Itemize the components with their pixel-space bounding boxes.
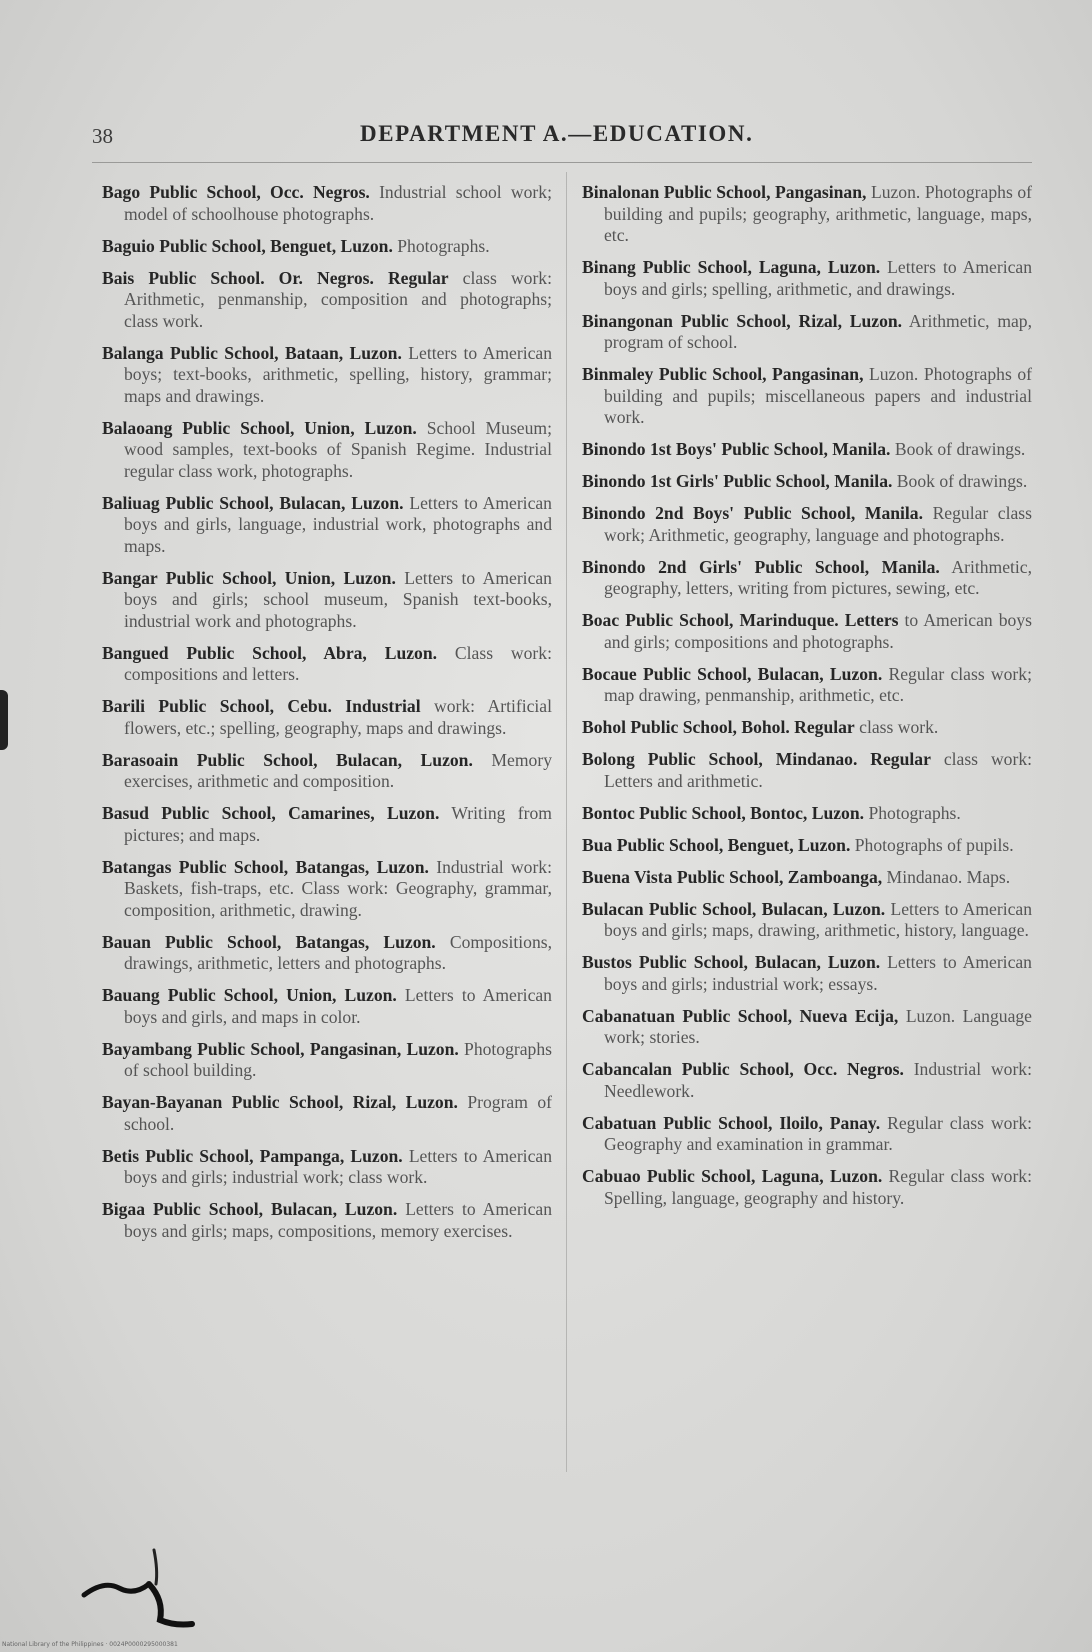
directory-entry xyxy=(582,1059,1032,1102)
school-name: Binondo 2nd Boys' Public School, Manila. xyxy=(582,503,924,523)
school-name: Barasoain Public School, Bulacan, Luzon. xyxy=(102,749,473,770)
directory-entry xyxy=(102,750,552,793)
school-name: Binang Public School, Laguna, Luzon. xyxy=(582,257,881,277)
exhibit-description: Letters to American boys and girls; school museum, Spanish text-books, industrial work and photographs. xyxy=(124,567,552,631)
directory-entry xyxy=(102,418,552,483)
directory-entry xyxy=(582,182,1032,247)
school-name: Basud Public School, Camarines, Luzon. xyxy=(102,803,440,823)
exhibit-description: Writing from pictures; and maps. xyxy=(124,803,552,845)
directory-entry xyxy=(102,985,552,1028)
exhibit-description: Photographs of school building. xyxy=(124,1038,552,1080)
exhibit-description: Letters to American boys and girls; maps, compositions, memory exercises. xyxy=(124,1199,552,1241)
school-name: Cabancalan Public School, Occ. Negros. xyxy=(582,1059,904,1079)
exhibit-description: Letters to American boys and girls; maps, drawing, arithmetic, history, language. xyxy=(604,898,1032,940)
right-column xyxy=(582,182,1032,1220)
school-name: Bigaa Public School, Bulacan, Luzon. xyxy=(102,1199,398,1219)
page-number: 38 xyxy=(92,124,113,148)
exhibit-description: Luzon. Language work; stories. xyxy=(604,1005,1032,1047)
directory-entry xyxy=(102,1039,552,1082)
directory-entry xyxy=(102,1146,552,1189)
school-name: Bolong Public School, Mindanao. Regular xyxy=(582,749,931,769)
school-name: Bayan-Bayanan Public School, Rizal, Luzon. xyxy=(102,1092,458,1112)
exhibit-description: Industrial work: Needlework. xyxy=(604,1059,1032,1101)
exhibit-description: Regular class work: Geography and examination in grammar. xyxy=(604,1112,1032,1154)
exhibit-description: work: Artificial flowers, etc.; spelling, geography, maps and drawings. xyxy=(124,696,552,738)
directory-entry xyxy=(102,1092,552,1135)
school-name: Bulacan Public School, Bulacan, Luzon. xyxy=(582,898,886,919)
directory-entry xyxy=(102,343,552,408)
directory-entry xyxy=(582,439,1032,461)
exhibit-description: to American boys and girls; compositions and photographs. xyxy=(604,610,1032,652)
school-name: Barili Public School, Cebu. Industrial xyxy=(102,696,421,716)
directory-entry xyxy=(582,1113,1032,1156)
directory-entry xyxy=(102,493,552,558)
school-name: Bauan Public School, Batangas, Luzon. xyxy=(102,931,436,952)
directory-entry xyxy=(102,1199,552,1242)
school-name: Cabanatuan Public School, Nueva Ecija, xyxy=(582,1005,899,1026)
exhibit-description: Arithmetic, geography, letters, writing from pictures, sewing, etc. xyxy=(604,556,1032,598)
footer-source: National Library of the Philippines · 0024P0000295000381 xyxy=(2,1641,178,1648)
school-name: Bohol Public School, Bohol. Regular xyxy=(582,717,855,737)
directory-entry xyxy=(582,311,1032,354)
exhibit-description: Memory exercises, arithmetic and composition. xyxy=(124,749,552,791)
directory-entry xyxy=(582,899,1032,942)
directory-entry xyxy=(582,364,1032,429)
directory-entry xyxy=(582,557,1032,600)
exhibit-description: Photographs. xyxy=(868,802,961,823)
exhibit-description: Letters to American boys; text-books, arithmetic, spelling, history, grammar; maps and drawings. xyxy=(124,342,552,406)
school-name: Binondo 2nd Girls' Public School, Manila. xyxy=(582,556,940,577)
exhibit-description: Luzon. Photographs of building and pupils; miscellaneous papers and industrial work. xyxy=(604,364,1032,427)
exhibit-description: Letters to American boys and girls; spelling, arithmetic, and drawings. xyxy=(604,257,1032,299)
exhibit-description: Photographs of pupils. xyxy=(854,834,1014,855)
exhibit-description: Book of drawings. xyxy=(896,471,1028,491)
exhibit-description: class work: Arithmetic, penmanship, composition and photographs; class work. xyxy=(124,267,552,331)
page-title: DEPARTMENT A.—EDUCATION. xyxy=(360,121,754,146)
directory-entry xyxy=(582,257,1032,300)
school-name: Binondo 1st Boys' Public School, Manila. xyxy=(582,439,891,459)
exhibit-description: Luzon. Photographs of building and pupils; geography, arithmetic, language, maps, etc. xyxy=(604,182,1032,245)
directory-entry xyxy=(582,803,1032,825)
school-name: Bauang Public School, Union, Luzon. xyxy=(102,985,397,1005)
school-name: Baguio Public School, Benguet, Luzon. xyxy=(102,235,393,256)
school-name: Bua Public School, Benguet, Luzon. xyxy=(582,834,851,855)
school-name: Binondo 1st Girls' Public School, Manila. xyxy=(582,471,893,491)
exhibit-description: Mindanao. Maps. xyxy=(886,866,1011,887)
directory-entry xyxy=(582,867,1032,889)
exhibit-description: Letters to American boys and girls; industrial work; essays. xyxy=(604,952,1032,994)
directory-entry xyxy=(102,643,552,686)
exhibit-description: Arithmetic, map, program of school. xyxy=(604,310,1033,352)
school-name: Bayambang Public School, Pangasinan, Luzon. xyxy=(102,1038,459,1059)
directory-entry xyxy=(582,952,1032,995)
directory-entry xyxy=(582,1006,1032,1049)
directory-entry xyxy=(102,932,552,975)
exhibit-description: Compositions, drawings, arithmetic, letters and photographs. xyxy=(124,931,552,973)
exhibit-description: Industrial school work; model of schoolhouse photographs. xyxy=(124,182,552,224)
directory-entry xyxy=(582,664,1032,707)
exhibit-description: Photographs. xyxy=(397,235,490,256)
school-name: Batangas Public School, Batangas, Luzon. xyxy=(102,856,429,877)
exhibit-description: Industrial work: Baskets, fish-traps, etc. Class work: Geography, grammar, composition, arithmetic, drawing. xyxy=(124,856,552,920)
school-name: Bontoc Public School, Bontoc, Luzon. xyxy=(582,802,865,823)
directory-entry xyxy=(102,236,552,258)
exhibit-description: Letters to American boys and girls; industrial work; class work. xyxy=(124,1145,552,1187)
school-name: Bocaue Public School, Bulacan, Luzon. xyxy=(582,663,883,684)
directory-entry xyxy=(582,503,1032,546)
directory-entry xyxy=(102,803,552,846)
school-name: Bangar Public School, Union, Luzon. xyxy=(102,567,396,588)
column-divider xyxy=(566,172,567,1472)
school-name: Bais Public School. Or. Negros. Regular xyxy=(102,267,449,288)
directory-entry xyxy=(582,1166,1032,1209)
directory-entry xyxy=(102,182,552,225)
page-header xyxy=(92,121,1032,154)
school-name: Boac Public School, Marinduque. Letters xyxy=(582,610,899,630)
school-name: Cabuao Public School, Laguna, Luzon. xyxy=(582,1166,883,1186)
directory-entry xyxy=(582,835,1032,857)
exhibit-description: Regular class work; Arithmetic, geography, language and photographs. xyxy=(604,503,1032,545)
school-name: Bustos Public School, Bulacan, Luzon. xyxy=(582,952,881,972)
school-name: Binmaley Public School, Pangasinan, xyxy=(582,364,864,384)
exhibit-description: Class work: compositions and letters. xyxy=(124,642,552,684)
exhibit-description: class work: Letters and arithmetic. xyxy=(604,749,1032,791)
exhibit-description: Letters to American boys and girls, and maps in color. xyxy=(124,985,552,1027)
school-name: Binangonan Public School, Rizal, Luzon. xyxy=(582,310,903,331)
exhibit-description: Regular class work; map drawing, penmanship, arithmetic, etc. xyxy=(604,663,1032,705)
school-name: Balaoang Public School, Union, Luzon. xyxy=(102,417,417,438)
exhibit-description: class work. xyxy=(859,717,939,737)
school-name: Betis Public School, Pampanga, Luzon. xyxy=(102,1145,403,1166)
exhibit-description: Program of school. xyxy=(124,1092,552,1134)
school-name: Buena Vista Public School, Zamboanga, xyxy=(582,866,883,887)
exhibit-description: Book of drawings. xyxy=(894,439,1026,459)
school-name: Balanga Public School, Bataan, Luzon. xyxy=(102,342,402,363)
directory-entry xyxy=(102,568,552,633)
school-name: Bago Public School, Occ. Negros. xyxy=(102,182,370,202)
directory-entry xyxy=(582,610,1032,653)
directory-entry xyxy=(102,696,552,739)
exhibit-description: Letters to American boys and girls, language, industrial work, photographs and maps. xyxy=(124,492,552,556)
exhibit-description: Regular class work: Spelling, language, geography and history. xyxy=(604,1166,1032,1208)
directory-entry xyxy=(102,857,552,922)
directory-entry xyxy=(582,471,1032,493)
school-name: Baliuag Public School, Bulacan, Luzon. xyxy=(102,492,404,513)
header-rule xyxy=(92,162,1032,163)
left-column xyxy=(102,182,552,1253)
handwritten-mark xyxy=(74,1540,204,1630)
exhibit-description: School Museum; wood samples, text-books of Spanish Regime. Industrial regular class work, photographs. xyxy=(124,417,552,481)
directory-entry xyxy=(582,749,1032,792)
school-name: Cabatuan Public School, Iloilo, Panay. xyxy=(582,1112,881,1133)
school-name: Bangued Public School, Abra, Luzon. xyxy=(102,642,438,663)
directory-entry xyxy=(102,268,552,333)
directory-entry xyxy=(582,717,1032,739)
school-name: Binalonan Public School, Pangasinan, xyxy=(582,182,867,202)
binding-shadow xyxy=(0,690,8,750)
